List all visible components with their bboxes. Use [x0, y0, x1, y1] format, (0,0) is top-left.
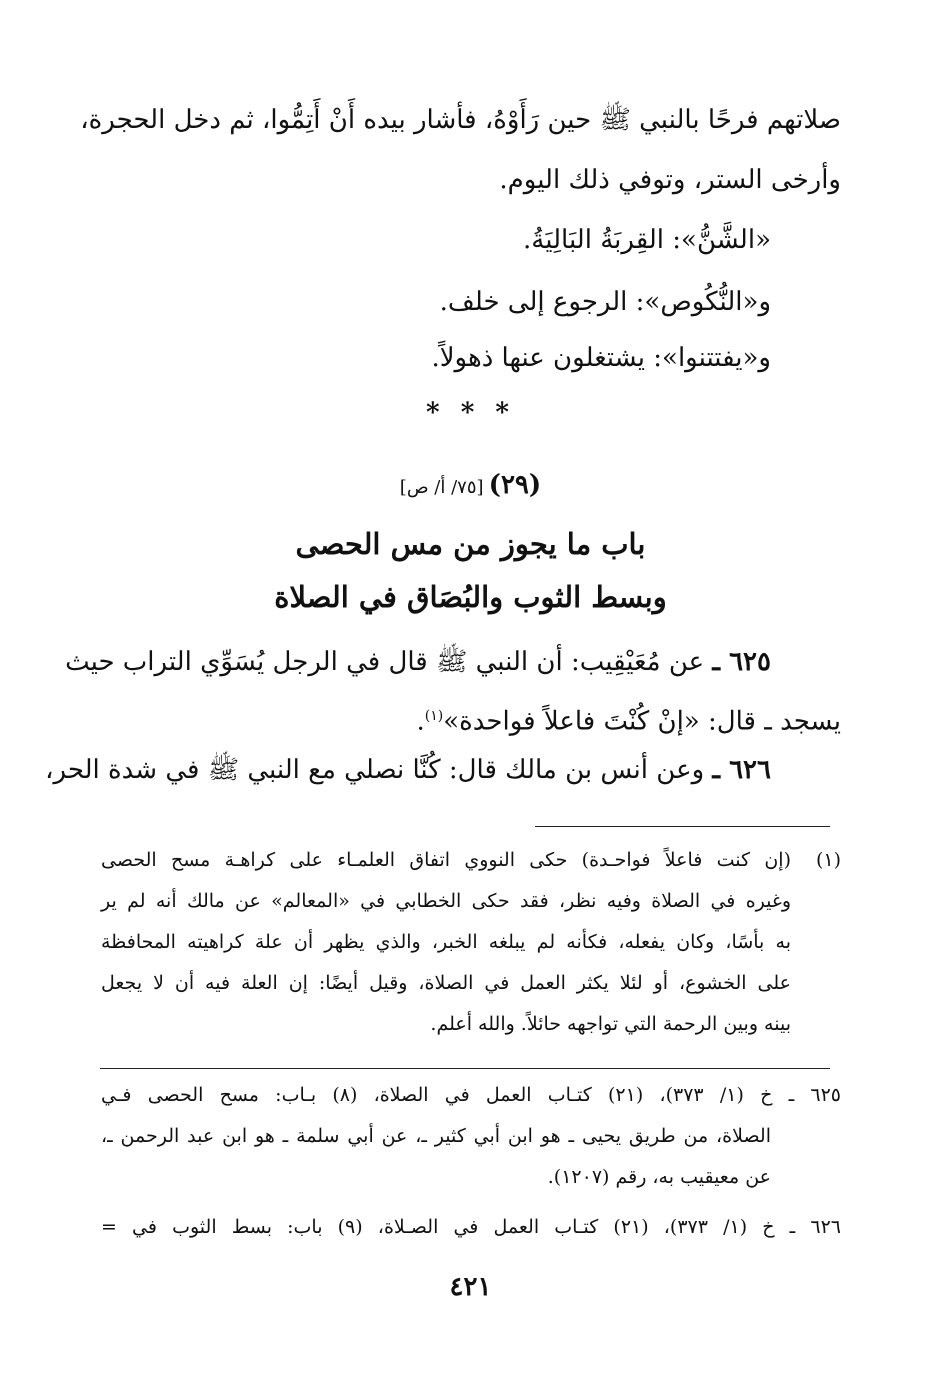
hadith-625-line-2 — [417, 696, 842, 742]
hadith-626-text-1: وعن أنس بن مالك قال: كُنَّا نصلي مع النبي ﷺ في شدة الحر، — [45, 755, 705, 785]
footnote-divider — [535, 826, 830, 827]
page-number: ٤٢١ — [449, 1272, 492, 1302]
hadith-625-text-2: يسجد ـ قال: «إنْ كُنْتَ فاعلاً فواحدة» — [443, 706, 841, 737]
footnote-1-line-4: على الخشوع، أو لئلا يكثر العمل في الصلاة، وقيل أيضًا: إن العلة فيه أن لا يجعل — [101, 972, 791, 994]
definition-yaftatinu: و«يفتتنوا»: يشتغلون عنها ذهولاً. — [431, 343, 771, 373]
chapter-number: (٢٩) — [488, 470, 542, 500]
section-separator: * * * — [426, 398, 515, 428]
sources-divider — [100, 1068, 830, 1069]
body-line-1: صلاتهم فرحًا بالنبي ﷺ حين رَأَوْهُ، فأشار بيده أَنْ أَتِمُّوا، ثم دخل الحجرة، — [80, 105, 841, 135]
hadith-626-number: ٦٢٦ ـ — [712, 755, 771, 785]
body-line-2: وأرخى الستر، وتوفي ذلك اليوم. — [499, 165, 841, 195]
source-626-line-1: ٦٢٦ ـ خ (١/ ٣٧٣)، (٢١) كتـاب العمل في الصـلاة، (٩) باب: بسط الثوب في = — [101, 1216, 841, 1238]
footnote-marker: (١) — [424, 708, 444, 724]
chapter-title-line-1: باب ما يجوز من مس الحصى — [295, 527, 646, 561]
footnote-1-line-1: (إن كنت فاعلاً فواحـدة) حكى النووي اتفاق العلمـاء على كراهـة مسح الحصى — [101, 849, 791, 871]
footnote-1-line-2: وغيره في الصلاة وفيه نظر، فقد حكى الخطابي في «المعالم» عن مالك أنه لم ير — [101, 890, 791, 912]
chapter-heading-line — [0, 470, 941, 500]
source-625-line-2: الصلاة، من طريق يحيى ـ هو ابن أبي كثير ـ، عن أبي سلمة ـ هو ابن عبد الرحمن ـ، — [101, 1125, 771, 1147]
hadith-625-end: . — [416, 706, 425, 737]
definition-shann: «الشَّنُّ»: القِربَةُ البَالِيَةُ. — [523, 225, 771, 255]
chapter-title-line-2: وبسط الثوب والبُصَاق في الصلاة — [274, 580, 667, 614]
footnote-1-marker: (١) — [815, 849, 841, 871]
footnote-1-line-3: به بأسًا، وكان يفعله، فكأنه لم يبلغه الخبر، والذي يظهر أن علة كراهيته المحافظة — [101, 931, 791, 953]
source-625-line-1: ٦٢٥ ـ خ (١/ ٣٧٣)، (٢١) كتـاب العمل في الصلاة، (٨) بـاب: مسح الحصى فـي — [101, 1084, 842, 1106]
hadith-626-line-1 — [45, 750, 771, 790]
hadith-625-number: ٦٢٥ ـ — [712, 647, 771, 677]
hadith-625-line-1 — [65, 642, 771, 682]
footnote-1-line-5: بينه وبين الرحمة التي تواجهه حائلاً. والله أعلم. — [430, 1013, 791, 1035]
definition-nukus: و«النُّكُوص»: الرجوع إلى خلف. — [439, 287, 771, 317]
manuscript-reference: [٧٥/ أ/ ص] — [399, 477, 484, 498]
source-625-line-3: عن معيقيب به، رقم (١٢٠٧). — [547, 1166, 771, 1188]
hadith-625-text-1: عن مُعَيْقِيب: أن النبي ﷺ قال في الرجل يُسَوِّي التراب حيث — [65, 647, 705, 677]
